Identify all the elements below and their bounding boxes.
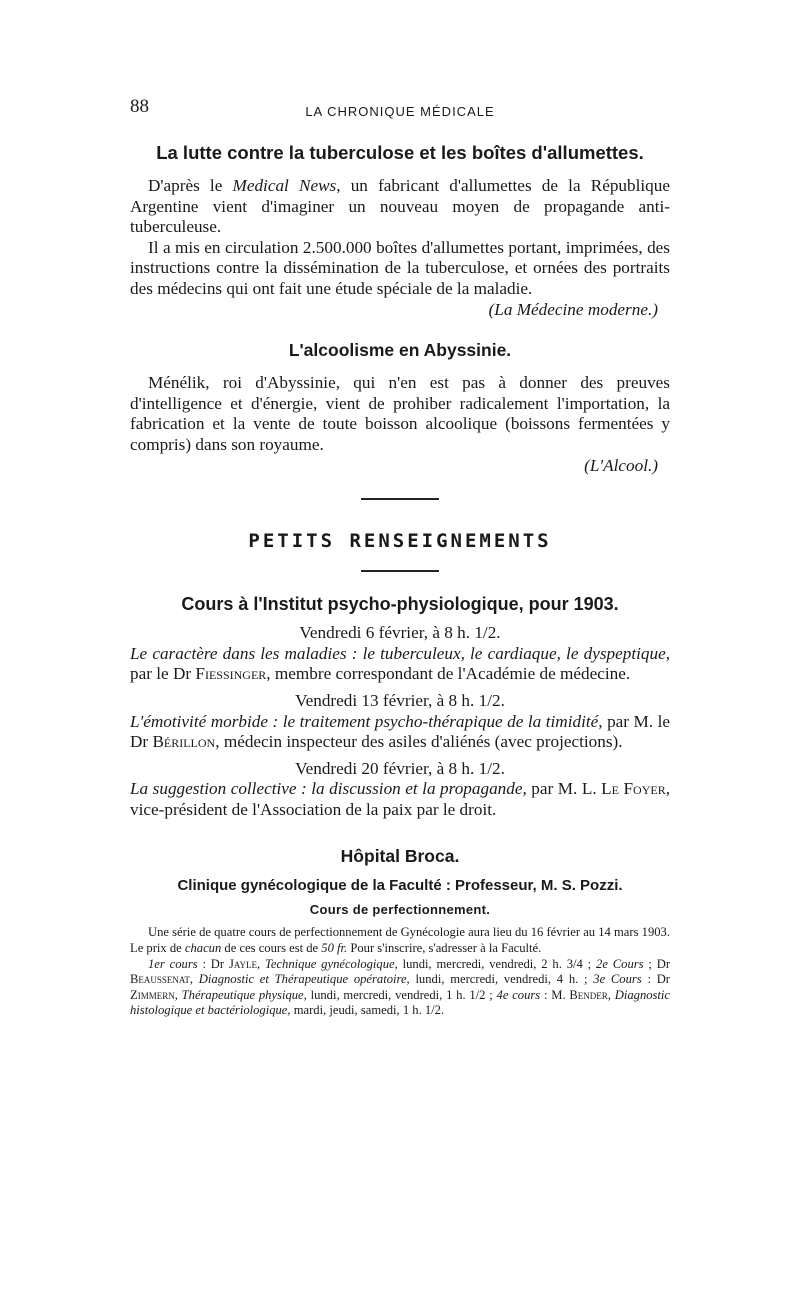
course-date-3: Vendredi 20 février, à 8 h. 1/2. [295,758,505,778]
course-date-2: Vendredi 13 février, à 8 h. 1/2. [295,690,505,710]
lecturer-name: Fiessinger [195,664,267,684]
clinic-heading: Clinique gynécologique de la Faculté : Professeur, M. S. Pozzi. [177,877,623,895]
course-entry-3: La suggestion collective : la discussion et la propagande, par M. L. Le Foyer, vice-président de l'Association de la paix par le droit. [130,779,670,819]
course-entry-2: L'émotivité morbide : le traitement psycho-thérapique de la timidité, par M. le Dr Bérillon, médecin inspecteur des asiles d'aliénés (avec projections). [130,711,670,752]
article-tuberculose-title: La lutte contre la tuberculose et les boîtes d'allumettes. [156,142,644,163]
course-entry-1: Le caractère dans les maladies : le tuberculeux, le cardiaque, le dyspeptique, par le Dr Fiessinger, membre correspondant de l'Académie de médecine. [130,643,670,684]
section-banner: PETITS RENSEIGNEMENTS [248,530,552,553]
article-tuberculose-paragraph-1: D'après le Medical News, un fabricant d'allumettes de la République Argentine vient d'imaginer un nouveau moyen de propagande anti-tuberculeuse. [130,176,670,237]
article-alcoolisme-source: (L'Alcool.) [584,455,658,475]
page-number: 88 [130,96,149,117]
divider-top [361,498,439,500]
article-tuberculose-paragraph-2: Il a mis en circulation 2.500.000 boîtes d'allumettes portant, imprimées, des instructions contre la dissémination de la tuberculose, et ornées des portraits des médecins qui ont fait une étude spéciale de la maladie. [130,237,670,298]
divider-bottom [361,570,439,572]
article-alcoolisme-paragraph: Ménélik, roi d'Abyssinie, qui n'en est pas à donner des preuves d'intelligence et d'énergie, vient de prohiber radicalement l'importation, la fabrication et la vente de toute boisson alcoolique (boissons fermentées y compris) dans son royaume. [130,373,670,454]
running-head: LA CHRONIQUE MÉDICALE [305,104,495,119]
broca-intro: Une série de quatre cours de perfectionnement de Gynécologie aura lieu du 16 février au 14 mars 1903. Le prix de chacun de ces cours est de 50 fr. Pour s'inscrire, s'adresser à la Faculté. [130,925,670,956]
article-alcoolisme-title: L'alcoolisme en Abyssinie. [288,340,512,361]
lecturer-name: Le Foyer [601,779,666,799]
source-medical-news: Medical News [232,176,337,195]
perfectionnement-heading: Cours de perfectionnement. [309,902,491,918]
course-institut-title: Cours à l'Institut psycho-physiologique, pour 1903. [181,594,619,615]
article-tuberculose-source: (La Médecine moderne.) [488,299,658,319]
broca-courses-list: 1er cours : Dr Jayle, Technique gynécologique, lundi, mercredi, vendredi, 2 h. 3/4 ; 2e Cours ; Dr Beaussenat, Diagnostic et Thérapeutique opératoire, lundi, mercredi, vendredi, 4 h. ; 3e Cours : Dr Zimmern, Thérapeutique physique, lundi, mercredi, vendredi, 1 h. 1/2 ; 4e cours : M. Bender, Diagnostic histologique et bactériologique, mardi, jeudi, samedi, 1 h. 1/2. [130,956,671,1018]
page [130,96,670,1019]
page-header [130,96,670,132]
hopital-broca-title: Hôpital Broca. [340,846,460,867]
lecturer-name: Bérillon [152,732,216,752]
course-date-1: Vendredi 6 février, à 8 h. 1/2. [299,623,501,643]
